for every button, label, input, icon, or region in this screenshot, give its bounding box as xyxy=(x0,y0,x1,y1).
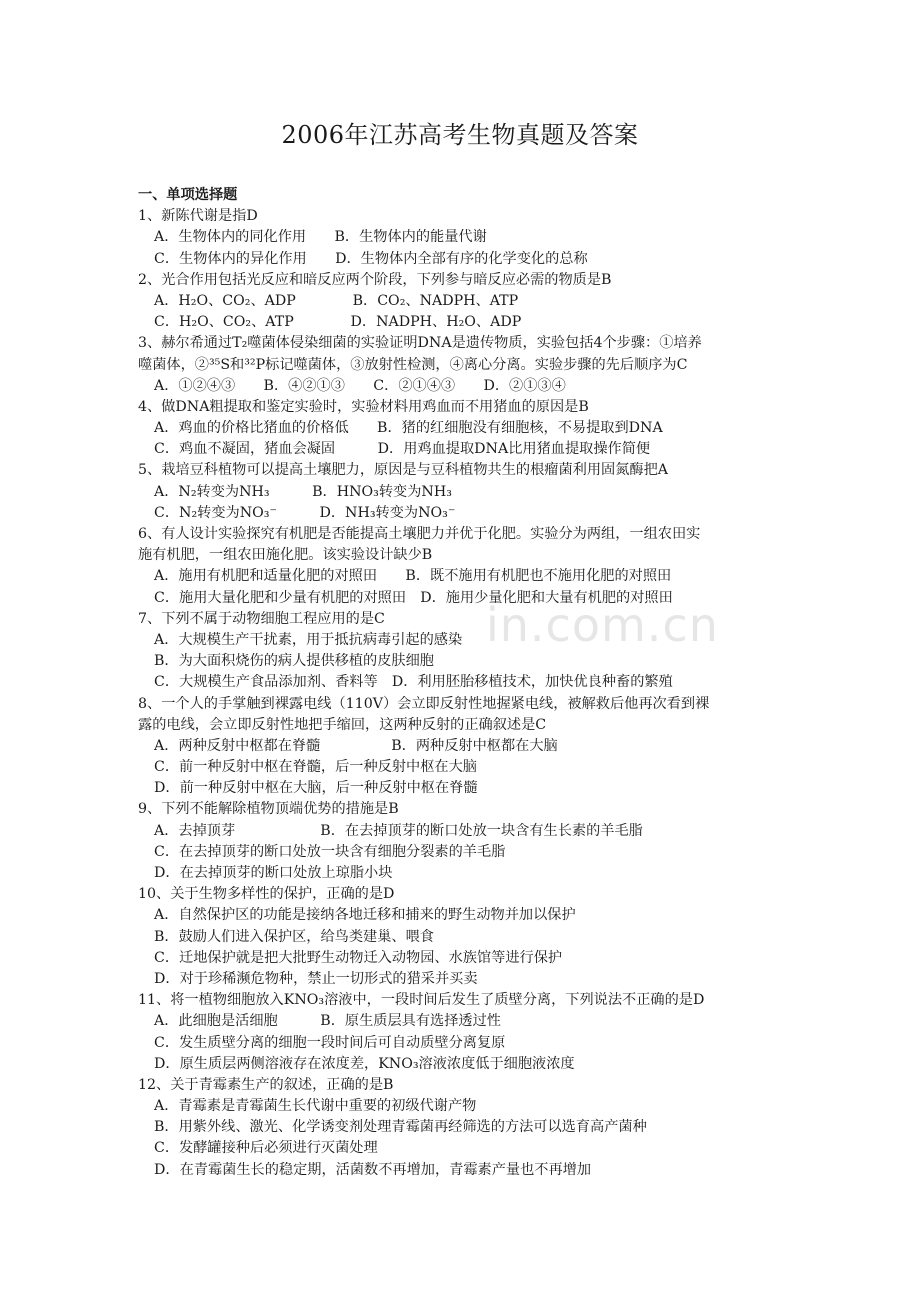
answer-option-line: C．生物体内的异化作用 D．生物体内全部有序的化学变化的总称 xyxy=(154,250,588,267)
page-title: 2006年江苏高考生物真题及答案 xyxy=(281,121,639,149)
question-text-line: 露的电线，会立即反射性地把手缩回，这两种反射的正确叙述是C xyxy=(138,716,547,733)
question-text-line: 3、赫尔希通过T₂噬菌体侵染细菌的实验证明DNA是遗传物质，实验包括4个步骤：①培养 xyxy=(138,335,702,352)
question-text-line: 施有机肥，一组农田施化肥。该实验设计缺少B xyxy=(138,547,433,564)
question-text-line: 7、下列不属于动物细胞工程应用的是C xyxy=(138,610,385,627)
answer-option-line: A．生物体内的同化作用 B．生物体内的能量代谢 xyxy=(154,229,487,246)
answer-option-line: A．施用有机肥和适量化肥的对照田 B．既不施用有机肥也不施用化肥的对照田 xyxy=(154,568,672,585)
question-text-line: 10、关于生物多样性的保护，正确的是D xyxy=(138,886,395,903)
question-lines xyxy=(138,206,798,1181)
question-text-line: 8、一个人的手掌触到裸露电线（110V）会立即反射性地握紧电线，被解救后他再次看到裸 xyxy=(138,695,710,712)
answer-option-line: C．前一种反射中枢在脊髓，后一种反射中枢在大脑 xyxy=(154,759,477,776)
answer-option-line: A．①②④③ B．④②①③ C．②①④③ D．②①③④ xyxy=(154,377,566,394)
answer-option-line: C．鸡血不凝固，猪血会凝固 D．用鸡血提取DNA比用猪血提取操作简便 xyxy=(154,441,651,458)
answer-option-line: B．为大面积烧伤的病人提供移植的皮肤细胞 xyxy=(154,653,434,670)
question-text-line: 噬菌体，②³⁵S和³²P标记噬菌体，③放射性检测，④离心分离。实验步骤的先后顺序为C xyxy=(138,356,688,373)
section-heading: 一、单项选择题 xyxy=(138,187,238,203)
watermark: in.com.cn xyxy=(486,598,719,652)
answer-option-line: A．大规模生产干扰素，用于抵抗病毒引起的感染 xyxy=(154,631,463,648)
answer-option-line: B．鼓励人们进入保护区，给鸟类建巢、喂食 xyxy=(154,928,434,945)
answer-option-line: A．两种反射中枢都在脊髓 B．两种反射中枢都在大脑 xyxy=(154,737,558,754)
question-text-line: 6、有人设计实验探究有机肥是否能提高土壤肥力并优于化肥。实验分为两组，一组农田实 xyxy=(138,526,701,542)
answer-option-line: A．此细胞是活细胞 B．原生质层具有选择透过性 xyxy=(154,1013,501,1030)
answer-option-line: C．施用大量化肥和少量有机肥的对照田 D．施用少量化肥和大量有机肥的对照田 xyxy=(154,589,673,606)
question-text-line: 4、做DNA粗提取和鉴定实验时，实验材料用鸡血而不用猪血的原因是B xyxy=(138,398,589,415)
answer-option-line: B．用紫外线、激光、化学诱变剂处理青霉菌再经筛选的方法可以选育高产菌种 xyxy=(154,1119,647,1136)
answer-option-line: A．N₂转变为NH₃ B．HNO₃转变为NH₃ xyxy=(154,483,452,500)
answer-option-line: C．发酵罐接种后必须进行灭菌处理 xyxy=(154,1140,378,1157)
question-text-line: 2、光合作用包括光反应和暗反应两个阶段，下列参与暗反应必需的物质是B xyxy=(138,271,612,288)
question-list xyxy=(138,185,798,1181)
question-text-line: 1、新陈代谢是指D xyxy=(138,208,258,225)
question-text-line: 12、关于青霉素生产的叙述，正确的是B xyxy=(138,1076,394,1093)
answer-option-line: D．原生质层两侧溶液存在浓度差，KNO₃溶液浓度低于细胞液浓度 xyxy=(154,1055,575,1072)
answer-option-line: D．在青霉菌生长的稳定期，活菌数不再增加，青霉素产量也不再增加 xyxy=(154,1161,592,1178)
answer-option-line: D．在去掉顶芽的断口处放上琼脂小块 xyxy=(154,865,393,881)
answer-option-line: D．对于珍稀濒危物种，禁止一切形式的猎采并买卖 xyxy=(154,970,478,987)
question-text-line: 11、将一植物细胞放入KNO₃溶液中，一段时间后发生了质壁分离，下列说法不正确的是D xyxy=(138,992,705,1009)
question-text-line: 5、栽培豆科植物可以提高土壤肥力，原因是与豆科植物共生的根瘤菌利用固氮酶把A xyxy=(138,462,669,479)
answer-option-line: C．N₂转变为NO₃⁻ D．NH₃转变为NO₃⁻ xyxy=(154,504,456,521)
answer-option-line: A．青霉素是青霉菌生长代谢中重要的初级代谢产物 xyxy=(154,1098,477,1115)
answer-option-line: D．前一种反射中枢在大脑，后一种反射中枢在脊髓 xyxy=(154,780,478,797)
answer-option-line: C．迁地保护就是把大批野生动物迁入动物园、水族馆等进行保护 xyxy=(154,949,563,966)
answer-option-line: A．自然保护区的功能是接纳各地迁移和捕来的野生动物并加以保护 xyxy=(154,907,576,924)
answer-option-line: C．发生质壁分离的细胞一段时间后可自动质壁分离复原 xyxy=(154,1034,506,1051)
question-text-line: 9、下列不能解除植物顶端优势的措施是B xyxy=(138,801,399,818)
answer-option-line: C．在去掉顶芽的断口处放一块含有细胞分裂素的羊毛脂 xyxy=(154,843,506,860)
answer-option-line: A．去掉顶芽 B．在去掉顶芽的断口处放一块含有生长素的羊毛脂 xyxy=(154,822,643,839)
answer-option-line: A．H₂O、CO₂、ADP B．CO₂、NADPH、ATP xyxy=(154,292,519,309)
answer-option-line: A．鸡血的价格比猪血的价格低 B．猪的红细胞没有细胞核，不易提取到DNA xyxy=(154,420,663,437)
answer-option-line: C．大规模生产食品添加剂、香料等 D．利用胚胎移植技术，加快优良种畜的繁殖 xyxy=(154,674,673,691)
answer-option-line: C．H₂O、CO₂、ATP D．NADPH、H₂O、ADP xyxy=(154,314,522,331)
